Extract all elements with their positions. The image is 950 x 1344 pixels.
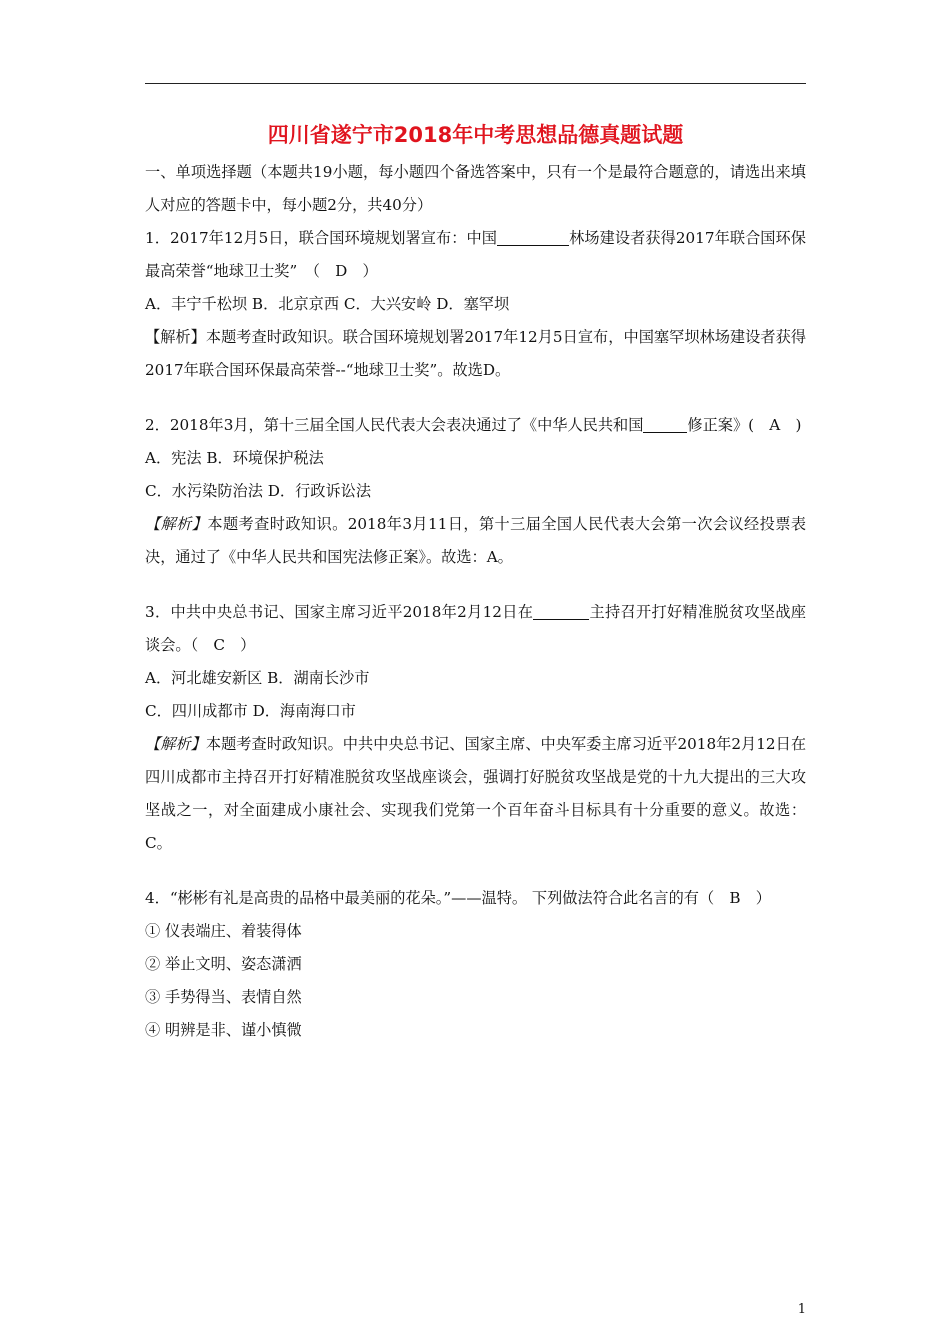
question-4-stem: 4．“彬彬有礼是高贵的品格中最美丽的花朵。”——温特。 下列做法符合此名言的有（ B ）: [145, 889, 771, 907]
question-1-stem-part-b: 林场建设者获得2017年联合国环保最高荣誉“地球卫士奖” （ D ）: [145, 229, 806, 280]
analysis-text: 本题考查时政知识。联合国环境规划署2017年12月5日宣布，中国塞罕坝林场建设者获得2017年联合国环保最高荣誉--“地球卫士奖”。故选D。: [145, 328, 807, 379]
question-1-analysis: [145, 321, 806, 387]
document-body: [145, 118, 806, 1047]
question-1-stem: [145, 222, 806, 288]
question-2-stem: [145, 409, 806, 442]
question-1-stem-part-a: 1．2017年12月5日，联合国环境规划署宣布：中国: [145, 229, 498, 247]
question-3-analysis: [145, 728, 806, 860]
analysis-label: 【解析】: [145, 328, 206, 346]
section-heading: 一、单项选择题（本题共19小题，每小题四个备选答案中，只有一个是最符合题意的，请选出来填人对应的答题卡中，每小题2分，共40分）: [145, 163, 806, 214]
question-2-stem-part-a: 2．2018年3月，第十三届全国人民代表大会表决通过了《中华人民共和国: [145, 416, 644, 434]
page-title: 四川省遂宁市2018年中考思想品德真题试题: [267, 123, 684, 147]
question-3-stem-part-b: 主持召开打好精准脱贫攻坚战座谈会。（ C ）: [145, 603, 806, 654]
analysis-label: 【解析】: [145, 735, 206, 753]
question-4-item-2: ② 举止文明、姿态潇洒: [145, 955, 302, 973]
analysis-text: 本题考查时政知识。中共中央总书记、国家主席、中央军委主席习近平2018年2月12日在四川成都市主持召开打好精准脱贫攻坚战座谈会，强调打好脱贫攻坚战是党的十九大提出的三大攻坚战之一，对全面建成小康社会、实现我们党第一个百年奋斗目标具有十分重要的意义。故选：C。: [145, 735, 807, 852]
page-number: 1: [797, 1302, 806, 1317]
answer-blank: [643, 417, 687, 433]
question-2-analysis: [145, 508, 806, 574]
analysis-label: 【解析】: [145, 515, 208, 533]
question-2-options-line-1: A．宪法 B．环境保护税法: [145, 449, 324, 467]
question-3-options-line-2: C．四川成都市 D．海南海口市: [145, 702, 356, 720]
question-3-options-line-1: A．河北雄安新区 B．湖南长沙市: [145, 669, 370, 687]
answer-blank: [533, 604, 589, 620]
analysis-text: 本题考查时政知识。2018年3月11日，第十三届全国人民代表大会第一次会议经投票表决，通过了《中华人民共和国宪法修正案》。故选：A。: [145, 515, 807, 566]
question-1-options: A．丰宁千松坝 B．北京京西 C．大兴安岭 D．塞罕坝: [145, 295, 510, 313]
answer-blank: [497, 230, 569, 246]
question-4-item-3: ③ 手势得当、表情自然: [145, 988, 302, 1006]
question-4-item-4: ④ 明辨是非、谨小慎微: [145, 1021, 302, 1039]
header-rule: [145, 83, 806, 84]
question-4-item-1: ① 仪表端庄、着装得体: [145, 922, 302, 940]
question-3-stem-part-a: 3．中共中央总书记、国家主席习近平2018年2月12日在: [145, 603, 534, 621]
question-3-stem: [145, 596, 806, 662]
question-2-stem-part-b: 修正案》( A ): [687, 416, 802, 434]
question-2-options-line-2: C．水污染防治法 D．行政诉讼法: [145, 482, 372, 500]
